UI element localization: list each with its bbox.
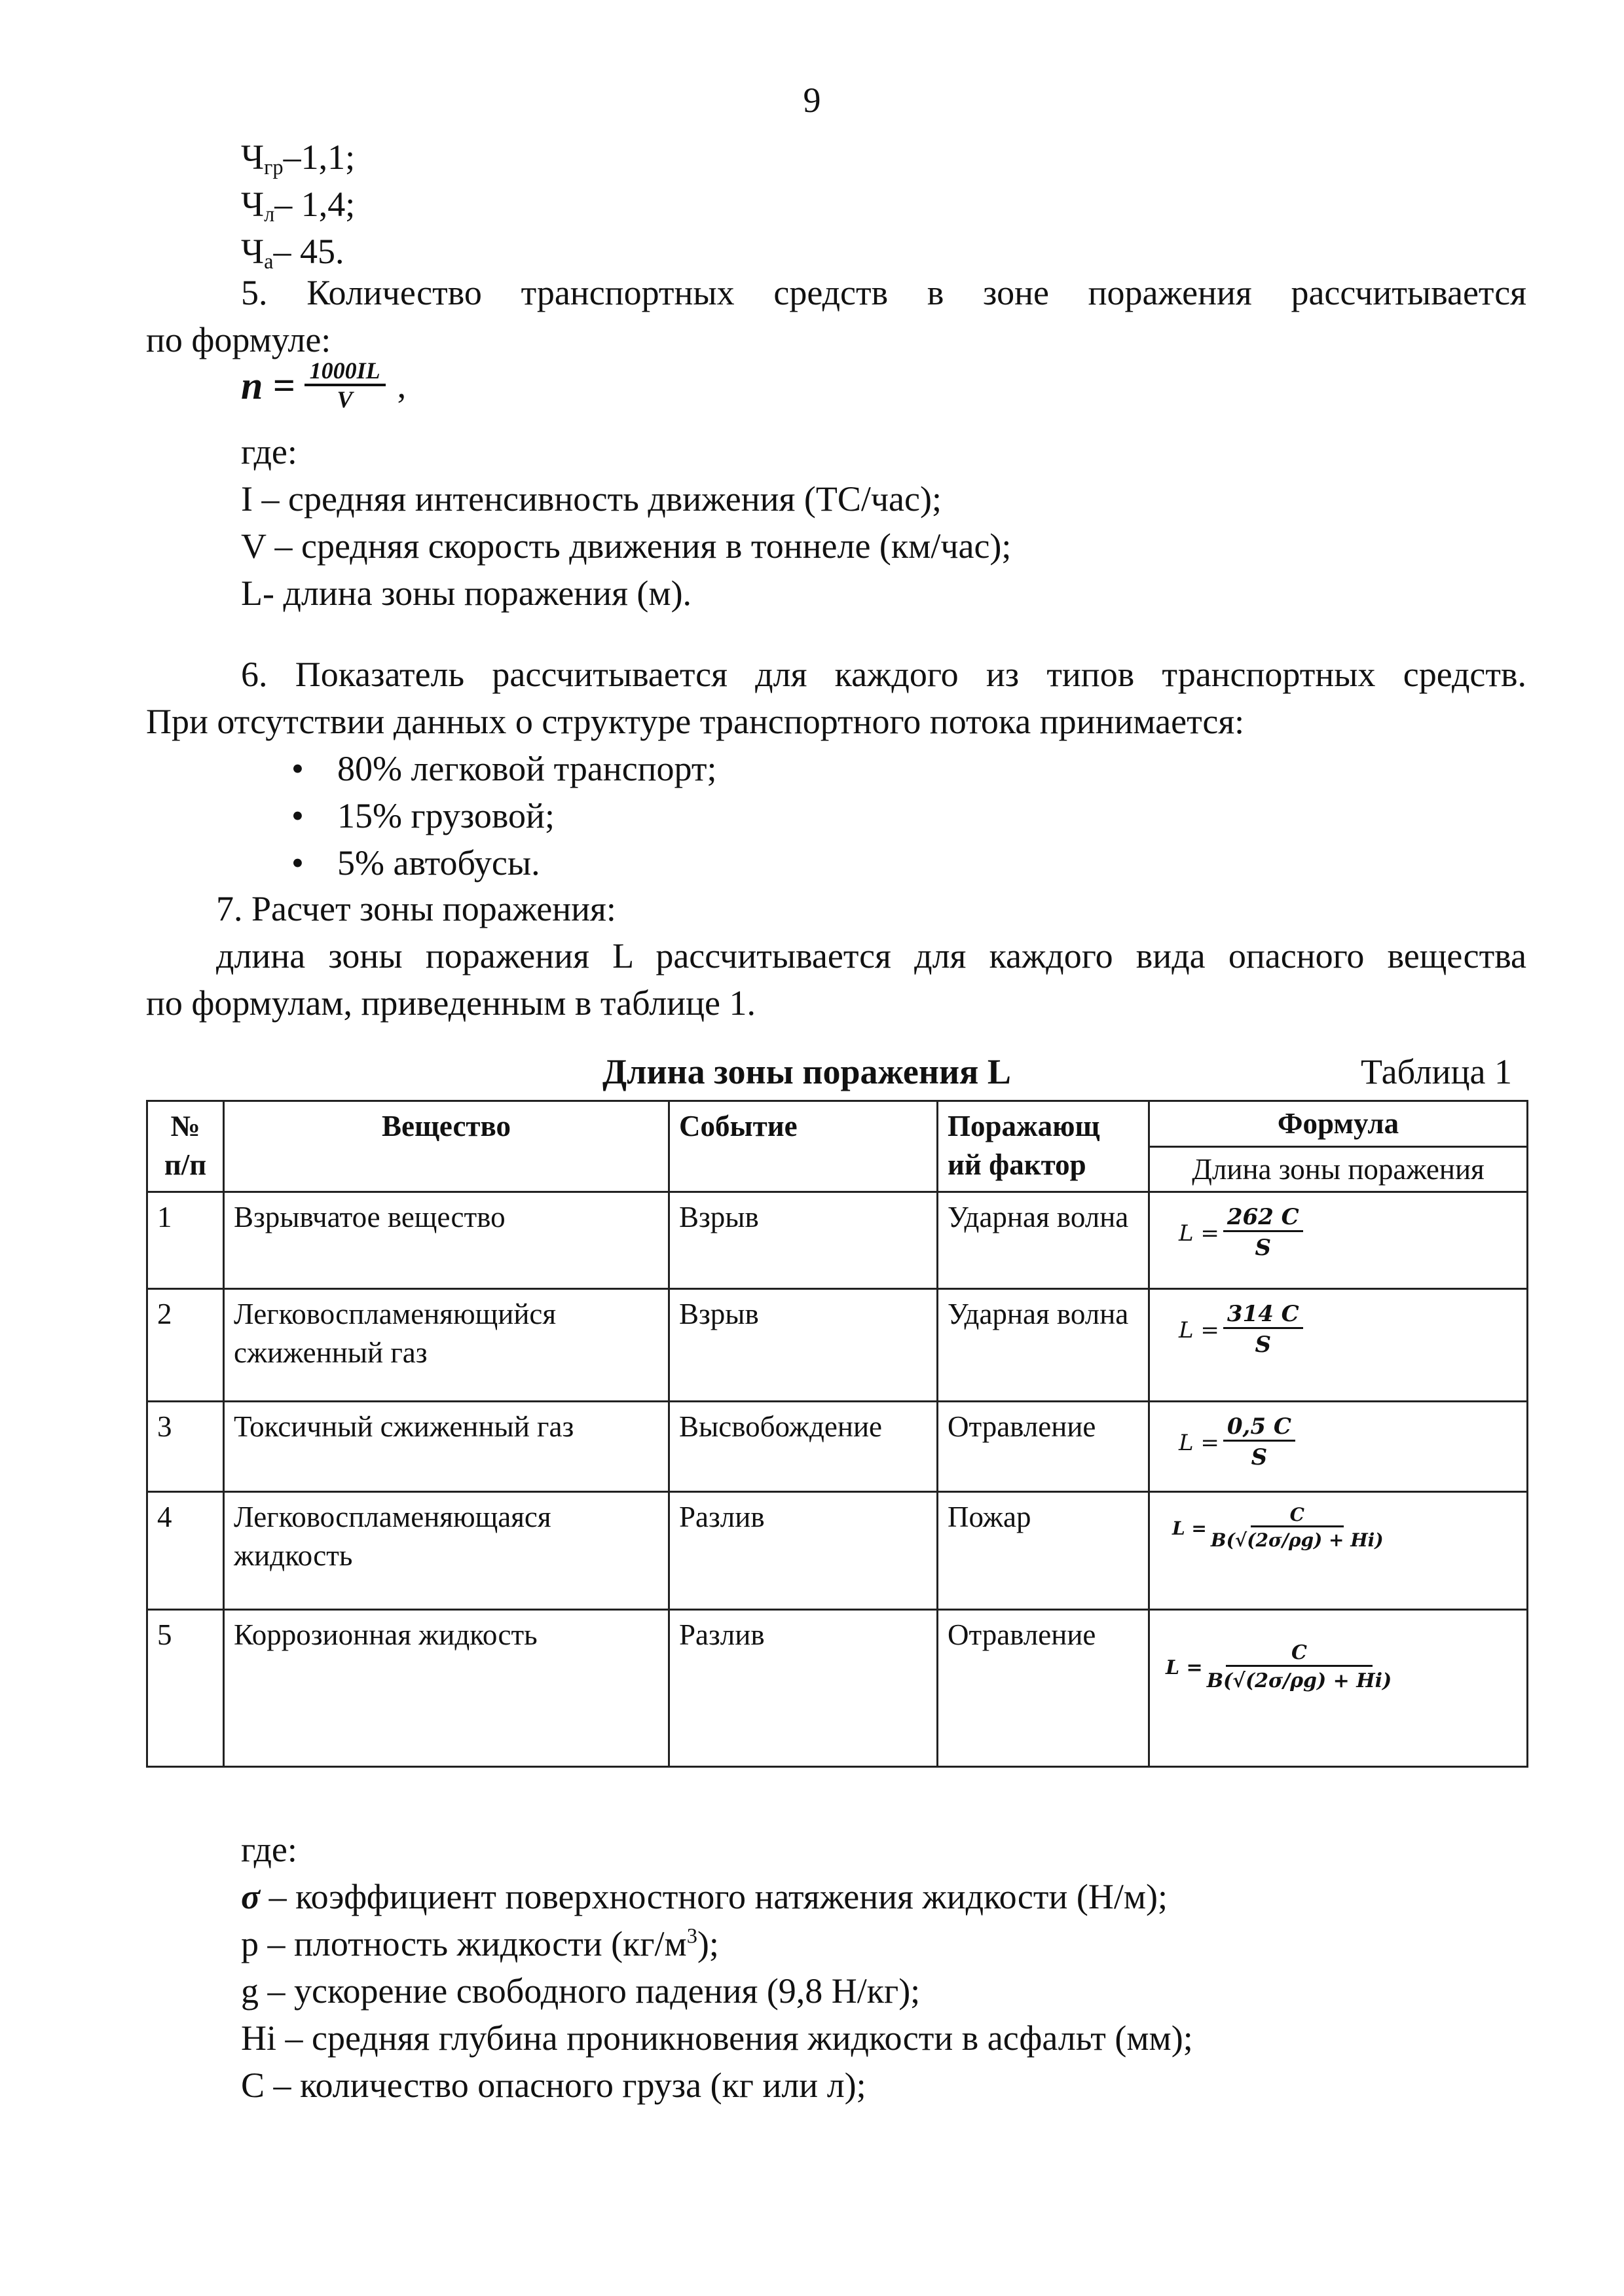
formula-lhs: n = [241,363,295,407]
legend-g: g – ускорение свободного падения (9,8 Н/кг); [241,1971,921,2011]
cell-formula: L = $\frac{C}{B(√(2\sigma/\rho g) + Hi)}$ [1149,1610,1528,1767]
cell-event: Разлив [669,1610,938,1767]
page-number: 9 [803,81,821,120]
cell-num: 2 [147,1289,224,1402]
cell-formula: L = $\frac{314 C}{S}$ [1149,1289,1528,1402]
cell-substance: Коррозионная жидкость [224,1610,669,1767]
legend-hi: Hi – средняя глубина проникновения жидкости в асфальт (мм); [241,2018,1193,2058]
hazard-zone-table [146,1100,1528,1768]
bullet-item: • 5% автобусы. [291,840,540,886]
section6-line1: 6. Показатель рассчитывается для каждого из типов транспортных средств. [241,655,1526,694]
bullet-icon: • [291,796,304,835]
table-row [147,1610,1528,1767]
cell-substance: Легковоспламеняющаяся жидкость [224,1492,669,1610]
cell-factor: Пожар [938,1492,1149,1610]
line-chgr: $Ч_{гр}-1,1$; [241,137,356,180]
sigma-symbol: σ [241,1877,261,1916]
cell-factor: Ударная волна [938,1289,1149,1402]
bullet-item: • 15% грузовой; [291,793,555,839]
col-header-factor: Поражающ ий фактор [938,1101,1149,1192]
bullet-icon: • [291,749,304,788]
section5-line1: 5. Количество транспортных средств в зоне поражения рассчитывается [241,273,1526,312]
bullet-icon: • [291,843,304,883]
line-cha: $Ч_а-$ 45. [241,232,344,274]
cell-num: 5 [147,1610,224,1767]
cell-event: Разлив [669,1492,938,1610]
cell-factor: Отравление [938,1610,1149,1767]
cell-substance: Токсичный сжиженный газ [224,1402,669,1492]
cell-event: Высвобождение [669,1402,938,1492]
bullet-item: • 80% легковой транспорт; [291,746,716,792]
cell-event: Взрыв [669,1192,938,1289]
def-intensity: I – средняя интенсивность движения (ТС/час); [241,479,942,519]
cell-formula: L = $\frac{C}{B(√(2\sigma/\rho g) + Hi)}$ [1149,1492,1528,1610]
col-header-num: № п/п [147,1101,224,1192]
table-row [147,1492,1528,1610]
cell-substance: Легковоспламеняющийся сжиженный газ [224,1289,669,1402]
section7-line1: длина зоны поражения L рассчитывается для каждого вида опасного вещества [216,936,1526,975]
vehicle-count-formula [241,359,406,412]
formula-fraction [304,359,386,412]
table-label: Таблица 1 [1361,1052,1512,1091]
col-header-substance: Вещество [224,1101,669,1192]
table-row [147,1402,1528,1492]
cell-event: Взрыв [669,1289,938,1402]
cell-formula: L = $\frac{262 C}{S}$ [1149,1192,1528,1289]
section7-line2: по формулам, приведенным в таблице 1. [146,983,756,1023]
legend-c: С – количество опасного груза (кг или л); [241,2066,866,2105]
section5-line2: по формуле: [146,320,331,359]
cell-factor: Отравление [938,1402,1149,1492]
col-subheader-zone-length: Длина зоны поражения [1149,1146,1528,1192]
def-speed: V – средняя скорость движения в тоннеле (км/час); [241,526,1012,566]
legend-where-label: где: [241,1830,297,1869]
cell-num: 1 [147,1192,224,1289]
cell-factor: Ударная волна [938,1192,1149,1289]
where-label: где: [241,432,297,471]
cell-formula: L = $\frac{0,5 C}{S}$ [1149,1402,1528,1492]
legend-rho: р – плотность жидкости $(кг/м^3)$; [241,1924,719,1963]
table-row [147,1192,1528,1289]
legend-sigma: σ – коэффициент поверхностного натяжения жидкости (Н/м); [241,1877,1168,1916]
line-chl: $Ч_л-$ 1,4; [241,185,356,227]
table-caption: Длина зоны поражения L [602,1052,1011,1091]
table-row [147,1289,1528,1402]
section7-title: 7. Расчет зоны поражения: [216,889,616,928]
formula-denominator: V [337,386,353,412]
col-header-formula: Формула [1149,1101,1528,1147]
col-header-event: Событие [669,1101,938,1192]
formula-comma: , [397,365,407,405]
section6-line2: При отсутствии данных о структуре транспортного потока принимается: [146,702,1245,741]
def-length: L- длина зоны поражения (м). [241,574,692,613]
formula-numerator: 1000IL [304,359,386,386]
cell-num: 4 [147,1492,224,1610]
cell-substance: Взрывчатое вещество [224,1192,669,1289]
cell-num: 3 [147,1402,224,1492]
